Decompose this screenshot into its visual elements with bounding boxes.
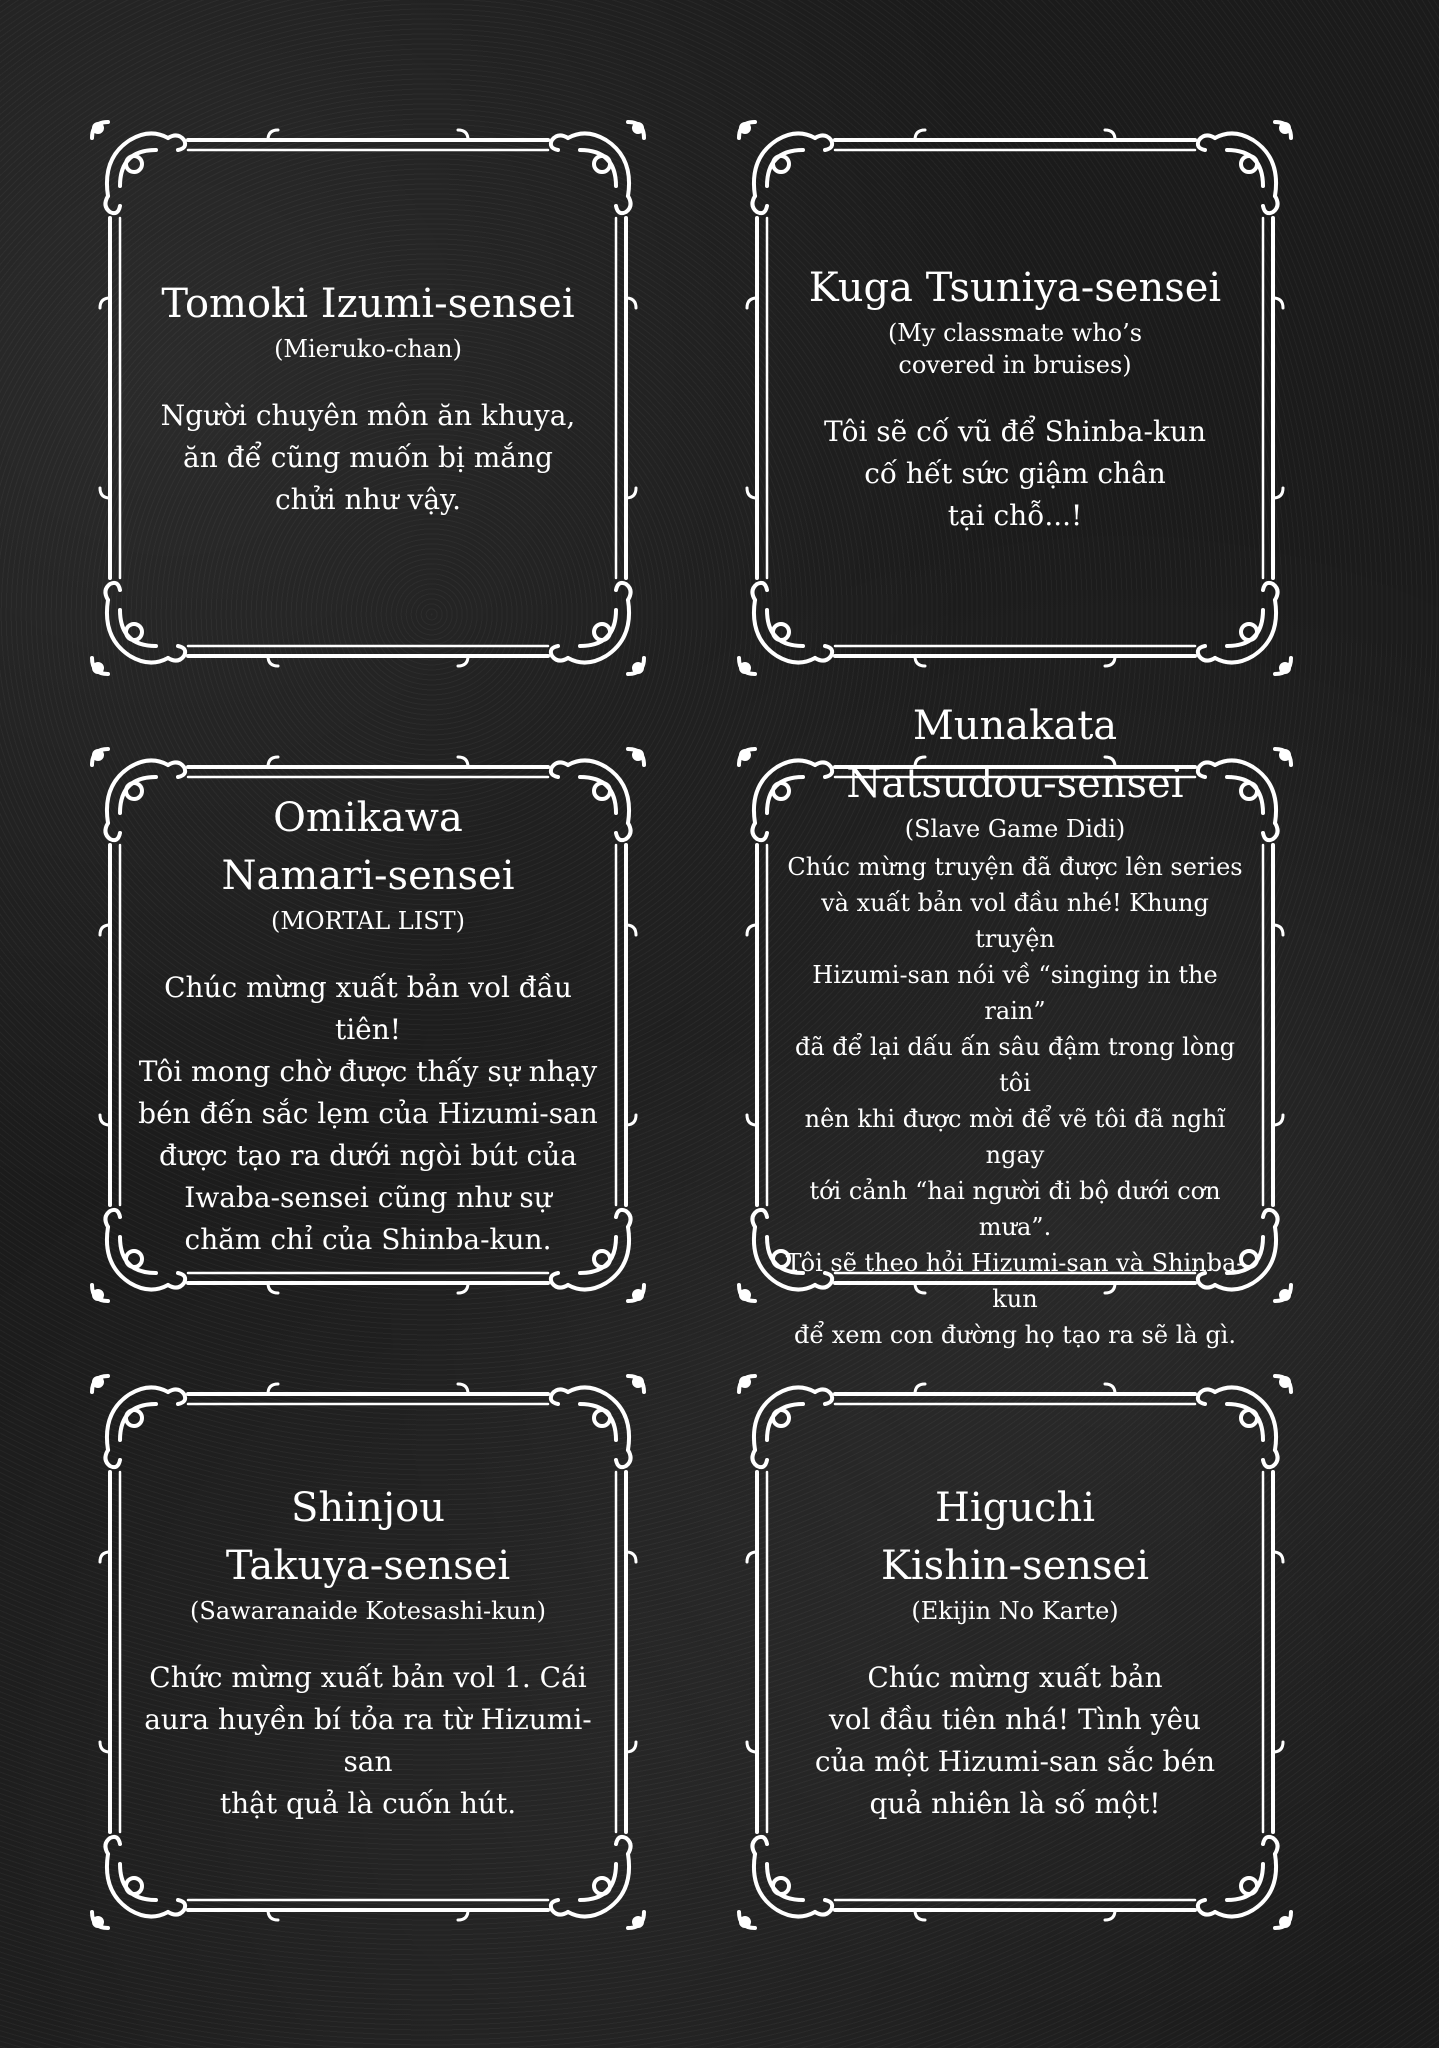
series-name: (MORTAL LIST)	[270, 907, 466, 935]
message-card	[88, 745, 648, 1305]
message-text: Tôi sẽ cố vũ để Shinba-kun cố hết sức giậm chân tại chỗ...!	[824, 415, 1206, 532]
artist-name: Munakata Natsudou-sensei	[846, 703, 1184, 807]
message-card	[88, 118, 648, 678]
artist-name: Higuchi Kishin-sensei	[881, 1485, 1149, 1589]
message-text: Người chuyên môn ăn khuya, ăn để cũng muốn bị mắng chửi như vậy.	[160, 399, 576, 516]
message-card	[735, 1372, 1295, 1932]
series-name: (Sawaranaide Kotesashi-kun)	[190, 1597, 546, 1625]
message-card	[735, 118, 1295, 678]
artist-name: Tomoki Izumi-sensei	[161, 281, 575, 327]
message-text: Chúc mừng xuất bản vol đầu tiên! Tôi mong chờ được thấy sự nhạy bén đến sắc lẹm của Hizumi-san được tạo ra dưới ngòi bút của Iwaba-sensei cũng như sự chăm chỉ của Shinba-kun.	[138, 971, 598, 1256]
message-text: Chúc mừng truyện đã được lên series và xuất bản vol đầu nhé! Khung truyện Hizumi-san nói về “singing in the rain” đã để lại dấu ấn sâu đậm trong lòng tôi nên khi được mời để vẽ tôi đã nghĩ ngay tới cảnh “hai người đi bộ dưới cơn mưa”. Tôi sẽ theo hỏi Hizumi-san và Shinba-kun để xem con đường họ tạo ra sẽ là gì.	[785, 853, 1245, 1349]
message-text: Chức mừng xuất bản vol 1. Cái aura huyền bí tỏa ra từ Hizumi-san thật quả là cuốn hút.	[144, 1661, 592, 1820]
artist-name: Shinjou Takuya-sensei	[225, 1485, 511, 1589]
series-name: (Slave Game Didi)	[904, 815, 1126, 843]
series-name: (My classmate who’s covered in bruises)	[887, 319, 1143, 379]
artist-name: Kuga Tsuniya-sensei	[808, 265, 1222, 311]
message-card	[88, 1372, 648, 1932]
series-name: (Mieruko-chan)	[274, 335, 462, 363]
message-text: Chúc mừng xuất bản vol đầu tiên nhá! Tình yêu của một Hizumi-san sắc bén quả nhiên là số một!	[814, 1661, 1216, 1820]
series-name: (Ekijin No Karte)	[911, 1597, 1119, 1625]
artist-name: Omikawa Namari-sensei	[221, 795, 515, 899]
message-card	[735, 703, 1295, 1349]
